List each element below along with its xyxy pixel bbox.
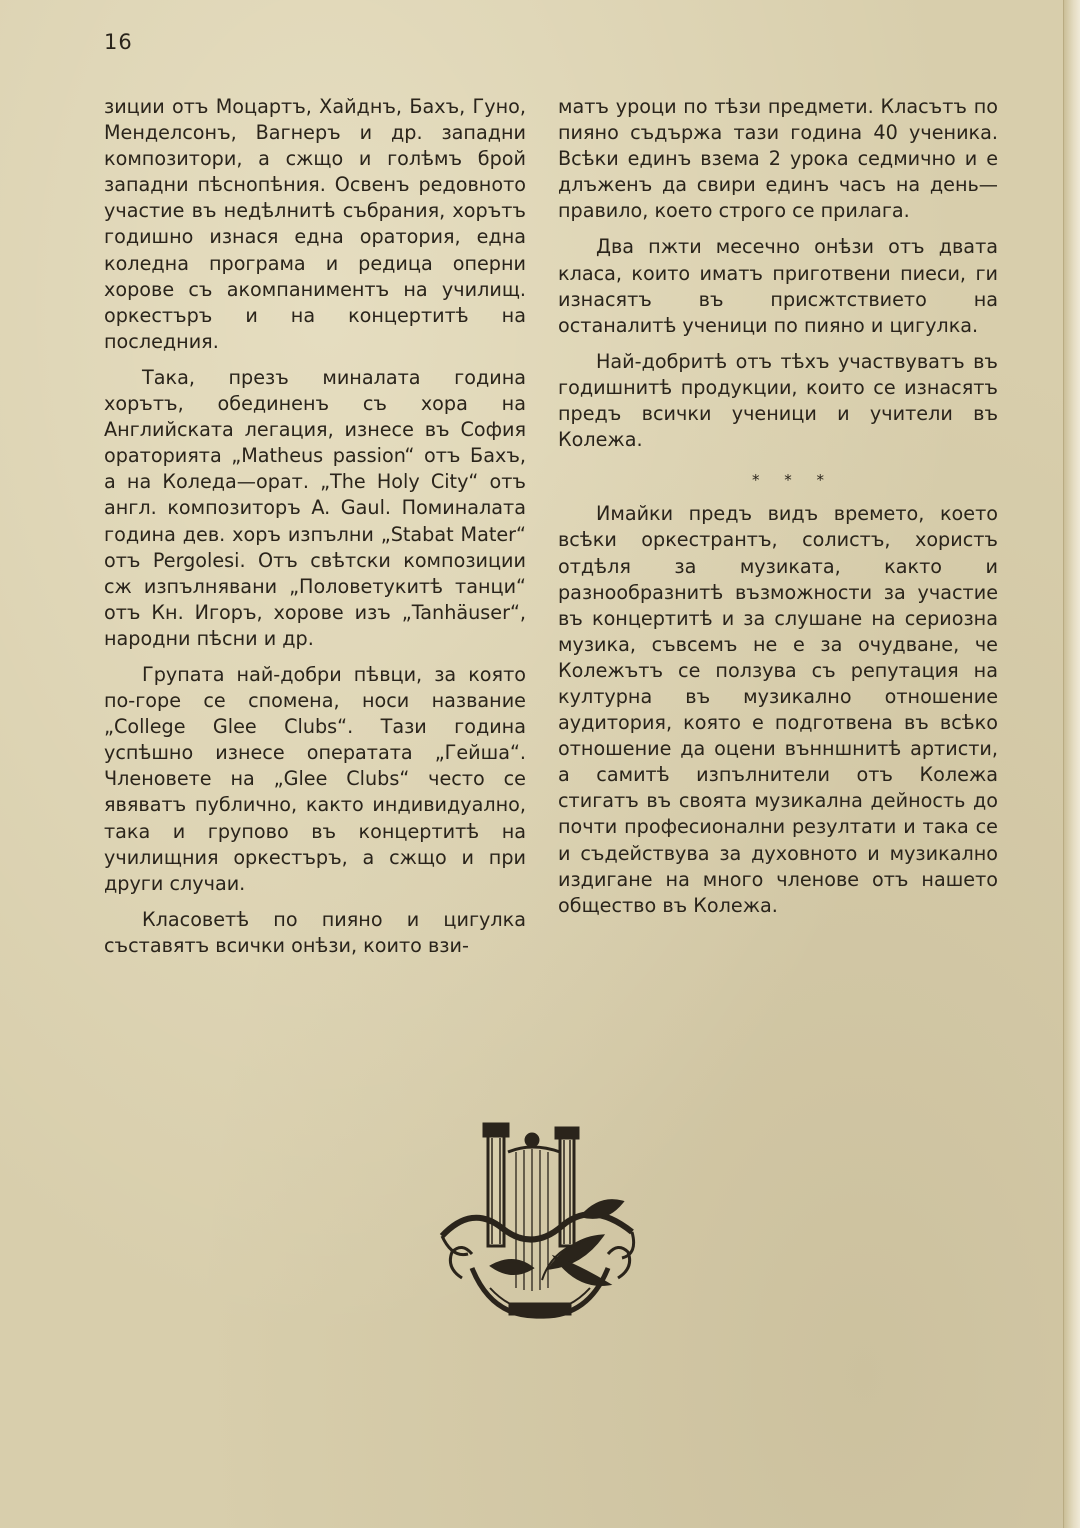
paragraph: Групата най-добри пѣвци, за която по-горе се спомена, носи название „College Glee Clubs“. Тази година успѣшно изнесе опeратата „Гейша“. Членовете на „Glee Clubs“ често се явяватъ публично, както индивидуално, така и групово въ концертитѣ на училищния оркестъръ, а сжщо и при други случаи. bbox=[104, 662, 526, 895]
section-separator: * * * bbox=[751, 471, 835, 490]
paragraph: Два пжти месечно онѣзи отъ двата класа, които иматъ приготвени пиеси, ги изнасятъ въ присжтствието на останалитѣ ученици по пияно и цигулка. bbox=[558, 235, 998, 337]
paragraph: матъ уроци по тѣзи предмети. Класътъ по пияно съдържа тази година 40 ученика. Всѣки единъ взема 2 урока седмично и е длъженъ да свири единъ часъ на день—правило, което строго се прилага. bbox=[558, 95, 998, 223]
paragraph: Така, презъ миналата година хорътъ, обединенъ съ хора на Английската легация, изнесе въ София ораторията „Matheus passion“ отъ Бахъ, а на Коледа—орат. „The Holy City“ отъ англ. композиторъ A. Gaul. Поминалата година дев. хоръ изпълни „Stabat Mater“ отъ Pergolesi. Отъ свѣтски композиции сж изпълнявани „Половетукитѣ танци“ отъ Кн. Игоръ, хорове изъ „Tanhäuser“, народни пѣсни и др. bbox=[104, 365, 526, 650]
paragraph: Най-добритѣ отъ тѣхъ участвуватъ въ годишнитѣ продукции, които се изнасятъ предъ всички ученици и учители въ Колежа. bbox=[558, 349, 998, 452]
left-column bbox=[104, 94, 526, 969]
paragraph: зиции отъ Моцартъ, Хайднъ, Бахъ, Гуно, Менделсонъ, Вагнеръ и др. западни композитори, а сжщо и голѣмъ брой западни пѣснопѣния. Освенъ редовното участие въ недѣлнитѣ събрания, хорътъ годишно изнася една оратория, една коледна програма и редица оперни хорове съ акомпаниментъ на училищ. оркестъръ и на концертитѣ на последния. bbox=[104, 95, 526, 353]
right-column bbox=[558, 94, 998, 929]
page-edge bbox=[1063, 0, 1080, 1528]
paragraph: Класоветѣ по пияно и цигулка съставятъ всички онѣзи, които взи- bbox=[104, 907, 526, 957]
paragraph: Имайки предъ видъ времето, което всѣки оркестрантъ, солистъ, хористъ отдѣля за музиката, както и разнообразнитѣ възможности за участие въ концертитѣ и за слушане на сериозна музика, съвсемъ не е за очудване, че Колежътъ се ползува съ репутация на културна въ музикално отношение аудитория, която е подготвена въ всѣко отношение да оцени вънншнитѣ артисти, а самитѣ изпълнители отъ Колежа стигатъ въ своята музикална дейность до почти професионални резултати и така се и съдействува за духовното и музикално издигане на много членове отъ нашето общество въ Колежа. bbox=[558, 502, 998, 917]
lyre-ornament-icon bbox=[432, 1118, 648, 1334]
page-number: 16 bbox=[104, 30, 133, 54]
